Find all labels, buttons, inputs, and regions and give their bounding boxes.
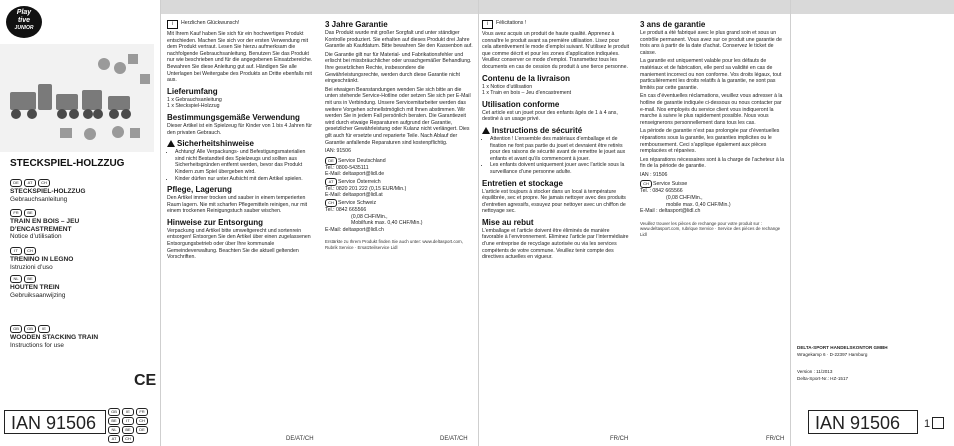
cover-langs-fr: [10, 206, 140, 241]
cover-panel: [0, 0, 157, 446]
flag-badge: DE: [136, 426, 148, 434]
book-icon: i: [167, 20, 178, 29]
heading: Mise au rebut: [482, 217, 534, 227]
flag-badge: CH: [136, 417, 148, 425]
footer-de-1: DE/AT/CH: [286, 436, 314, 442]
heading: Bestimmungsgemäße Verwendung: [167, 112, 300, 122]
fr-col-2: 3 ans de garantie Le produit a été fabriqué avec le plus grand soin et sous un contrôle permanent. Vous avez sur ce produit une garantie de trois ans à partir de la date d’achat. Conservez le ticket de caisse. La garantie est uniquement valable pour les défauts de matériaux et de fabrication, elle perd sa validité en cas de maniement incorrect ou non conforme. Vos droits légaux, tout particulièrement les droits relatifs à la garantie, ne sont pas limités par cette garantie. En cas d’éventuelles réclamations, veuillez vous adresser à la hotline de garantie indiquée ci-dessous ou nous contacter par e-mail. Nos employés du service client vous indiqueront la marche à suivre le plus rapidement possible. Nous vous renseignerons personnellement dans tous les cas. La période de garantie n’est pas prolongée par d’éventuelles réparations sous la garantie, les garanties implicites ou le remboursement. Ceci s’applique également aux pièces remplacées et réparées. Les réparations nécessaires sont à la charge de l’acheteur à la fin de la période de garantie. IAN : 91506 CH Service Suisse Tel. : 0842 665566 (0,08 CHF/Min., mobile max. 0,40 CHF/Min.) E-Mail : deltasport@lidl.ch Veuillez trouver les pièces de rechange pour votre produit sur : www.deltasport.com, rubrique Service · Service des pièces de rechange Lidl: [640, 20, 785, 238]
heading: Instructions de sécurité: [482, 126, 630, 135]
ian-box-back: IAN 91506: [808, 410, 918, 434]
checkbox-square-icon: [932, 417, 944, 429]
playtive-logo: Play tive JUNIOR: [6, 6, 42, 38]
ian-box-cover: IAN 91506: [4, 410, 106, 434]
ce-mark: CE: [134, 372, 157, 389]
cover-langs-gb: [10, 322, 98, 349]
heading: Lieferumfang: [167, 86, 218, 96]
ian-langs: [108, 408, 154, 443]
entry-sub: Istruzioni d’uso: [10, 263, 53, 271]
heading: Contenu de la livraison: [482, 73, 571, 83]
product-image: [0, 44, 154, 152]
flag-badge: BE: [122, 426, 134, 434]
flag-badge: CH: [122, 435, 134, 443]
flag-badge: IT: [122, 417, 134, 425]
flag-badge: FR: [136, 408, 148, 416]
cover-langs-de: [10, 176, 85, 203]
flag-badge: IE: [38, 325, 50, 333]
entry-title: WOODEN STACKING TRAIN: [10, 334, 99, 341]
heading: Hinweise zur Entsorgung: [167, 217, 264, 227]
cover-langs-nl: [10, 272, 65, 299]
flag-badge: BE: [24, 275, 36, 283]
warning-icon: [482, 127, 490, 134]
page-number: 1: [924, 418, 931, 430]
company-block: DELTA-SPORT HANDELSKONTOR GMBH Wragekamp 6 · D-22397 Hamburg: [797, 345, 888, 357]
footer-de-2: DE/AT/CH: [440, 436, 468, 442]
warning-icon: [167, 140, 175, 147]
heading: Pflege, Lagerung: [167, 185, 232, 195]
flag-badge: AT: [325, 178, 337, 186]
service-de: DE Service Deutschland Tel.: 0800-5435111 E-Mail: deltasport@lidl.de: [325, 157, 386, 178]
flag-badge: NL: [108, 426, 120, 434]
de-col-1: i Herzlichen Glückwunsch! Mit Ihrem Kauf haben Sie sich für ein hochwertiges Produkt entschieden. Machen Sie sich vor der ersten Verwendung mit dem Produkt vertraut. Lesen Sie hierzu aufmerksam die nachfolgende Gebrauchsanleitung. Benutzen Sie das Produkt nur wie beschrieben und für die angegebenen Einsatzbereiche. Bewahren Sie diese Anleitung gut auf. Händigen Sie alle Unterlagen bei Weitergabe des Produkts an Dritte ebenfalls mit aus. Lieferumfang 1 x Gebrauchsanleitung 1 x Steckspiel-Holzzug Bestimmungsgemäße Verwendung Dieser Artikel ist ein Spielzeug für Kinder von 1 bis 4 Jahren für den privaten Gebrauch. Sicherheitshinweise • Achtung! Alle Verpackungs- und Befestigungsmaterialien sind nicht Bestandteil des Spielzeugs und sollten aus Sicherheitsgründen entfernt werden, bevor das Produkt Kindern zum Spiel übergeben wird. • Kinder dürfen nur unter Aufsicht mit dem Artikel spielen. Pflege, Lagerung Den Artikel immer trocken und sauber in einem temperierten Raum lagern. Nie mit scharfen Pflegemitteln reinigen, nur mit einem trockenen Reinigungstuch sauber wischen. Hinweise zur Entsorgung Verpackung und Artikel bitte umweltgerecht und sortenrein entsorgen! Entsorgen Sie den Artikel über einen zugelassenen Entsorgungsbetrieb oder über Ihre kommunale Gemeindeverwaltung. Beachten Sie die aktuell geltenden Vorschriften.: [167, 20, 315, 263]
heading: 3 ans de garantie: [640, 20, 706, 29]
flag-badge: CH: [640, 180, 652, 188]
flag-badge: AT: [108, 435, 120, 443]
service-at: AT Service Österreich Tel.: 0820 201 222 (0,15 EUR/Min.) E-Mail: deltasport@lidl.at: [325, 178, 407, 199]
fold-line: [160, 0, 161, 446]
entry-sub: Instructions for use: [10, 341, 64, 349]
de-col-2: 3 Jahre Garantie Das Produkt wurde mit großer Sorgfalt und unter ständiger Kontrolle produziert. Sie erhalten auf dieses Produkt drei Jahre Garantie ab Kaufdatum. Bitte bewahren Sie den Kassenbon auf. Die Garantie gilt nur für Material- und Fabrikationsfehler und erlischt bei missbräuchlicher oder unsachgemäßer Behandlung. Ihre gesetzlichen Rechte, insbesondere die Gewährleistungsrechte, werden durch diese Garantie nicht eingeschränkt. Bei etwaigen Beanstandungen wenden Sie sich bitte an die unten stehende Service-Hotline oder setzen Sie sich per E-Mail mit uns in Verbindung. Unsere Servicemitarbeiter werden das weitere Vorgehen schnellstmöglich mit Ihnen abstimmen. Wir werden Sie in jedem Fall persönlich beraten. Die Garantiezeit wird durch etwaige Reparaturen aufgrund der Garantie, gesetzlicher Gewährleistung oder Kulanz nicht verlängert. Dies gilt auch für ersetzte und reparierte Teile. Nach Ablauf der Garantie anfallende Reparaturen sind kostenpflichtig. IAN: 91506 DE Service Deutschland Tel.: 0800-5435111 E-Mail: deltasport@lidl.de AT Service Österreich Tel.: 0820 201 222 (0,15 EUR/Min.) E-Mail: deltasport@lidl.at CH Service Schweiz Tel.: 0842 665566 (0,08 CHF/Min., Mobilfunk max. 0,40 CHF/Min.) E-Mail: deltasport@lidl.ch Erstärkte zu Ihrem Produkt finden Sie auch unter: www.deltasport.com, Rubrik Service · Ersatzteilservice Lidl: [325, 20, 473, 251]
heading: Entretien et stockage: [482, 178, 563, 188]
flag-badge: DE: [10, 179, 22, 187]
flag-badge: GB: [10, 325, 22, 333]
entry-sub: Notice d’utilisation: [10, 233, 62, 241]
flag-badge: IE: [122, 408, 134, 416]
entry-sub: Gebrauchsanleitung: [10, 195, 68, 203]
footer-fr-1: FR/CH: [610, 436, 629, 442]
entry-title: TRAIN EN BOIS – JEU D’ENCASTREMENT: [10, 218, 80, 233]
flag-badge: CH: [38, 179, 50, 187]
version-block: Version : 11/2013 Delta-Sport-Nr.: HZ-1517: [797, 369, 849, 381]
flag-badge: CH: [24, 247, 36, 255]
fr-col-1: i Félicitations ! Vous avez acquis un produit de haute qualité. Apprenez à connaître le produit avant sa première utilisation. Lisez pour cela attentivement le mode d’emploi suivant. N’utilisez le produit que comme décrit et pour les zones d’application indiquées. Veuillez conserver ce mode d’emploi. Transmettez tous les documents en cas de cession du produit à une tierce personne. Contenu de la livraison 1 x Notice d’utilisation 1 x Train en bois – Jeu d’encastrement Utilisation conforme Cet article est un jouet pour des enfants âgés de 1 à 4 ans, destiné à un usage privé. Instructions de sécurité • Attention ! L’ensemble des matériaux d’emballage et de fixation ne font pas partie du jouet et devraient être retirés pour des raisons de sécurité avant de remettre le jouet aux enfants et avant qu’ils commencent à jouer. • Les enfants doivent uniquement jouer avec l’article sous la surveillance d’une personne adulte. Entretien et stockage L’article est toujours à stocker dans un local à température équilibrée, sec et propre. Ne jamais nettoyer avec des produits d’entretien agressifs, essuyez pour nettoyer avec un chiffon de nettoyage sec. Mise au rebut L’emballage et l’article doivent être éliminés de manière favorable à l’environnement. Eliminez l’article par l’intermédiaire d’une entreprise de recyclage autorisée ou via les services compétents de votre commune. Veuillez tenir compte des directives actuelles en vigueur.: [482, 20, 630, 263]
heading: 3 Jahre Garantie: [325, 20, 388, 29]
heading: Sicherheitshinweise: [167, 139, 315, 148]
service-ch-fr: CH Service Suisse Tel. : 0842 665566 (0,08 CHF/Min., mobile max. 0,40 CHF/Min.) E-Mail : deltasport@lidl.ch: [640, 181, 731, 215]
header-bar-de: [161, 0, 478, 14]
header-bar-fr: [479, 0, 790, 14]
flag-badge: AT: [24, 179, 36, 187]
cover-title: STECKSPIEL-HOLZZUG: [10, 158, 125, 169]
header-bar-back: [791, 0, 954, 14]
flag-badge: BE: [108, 417, 120, 425]
flag-badge: GB: [108, 408, 120, 416]
flag-badge: FR: [10, 209, 22, 217]
entry-title: HOUTEN TREIN: [10, 284, 60, 291]
flag-badge: NL: [10, 275, 22, 283]
fold-line: [478, 0, 479, 446]
heading: Utilisation conforme: [482, 99, 560, 109]
fold-line: [790, 0, 791, 446]
entry-title: TRENINO IN LEGNO: [10, 256, 74, 263]
service-ch: CH Service Schweiz Tel.: 0842 665566 (0,08 CHF/Min., Mobilfunk max. 0,40 CHF/Min.) E-Mail: deltasport@lidl.ch: [325, 200, 423, 233]
book-icon: i: [482, 20, 493, 29]
flag-badge: CH: [325, 199, 337, 207]
footer-fr-2: FR/CH: [766, 436, 785, 442]
flag-badge: GB: [24, 325, 36, 333]
entry-title: STECKSPIEL-HOLZZUG: [10, 188, 86, 195]
flag-badge: DE: [325, 157, 337, 165]
flag-badge: BE: [24, 209, 36, 217]
cover-langs-it: [10, 244, 73, 271]
entry-sub: Gebruiksaanwijzing: [10, 291, 66, 299]
flag-badge: IT: [10, 247, 22, 255]
